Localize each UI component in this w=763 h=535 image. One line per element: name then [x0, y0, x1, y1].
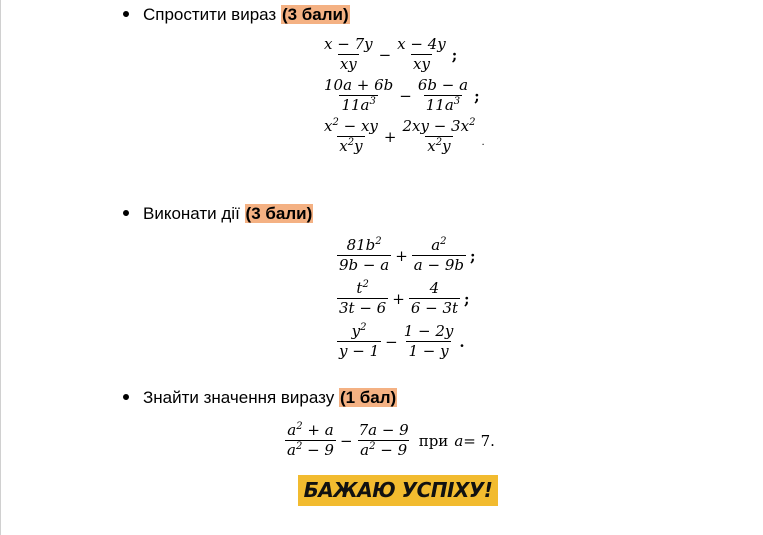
expression-2-2: $\frac{t^2}{3t - 6}$ + $\frac{4}{6 - 3t}$ ;: [339, 279, 470, 317]
expression-2-3: $\frac{y^2}{y - 1}$ − $\frac{1 - 2y}{1 - y}$ .: [339, 322, 465, 360]
bullet-icon: [123, 11, 129, 17]
task-2: [123, 204, 313, 224]
fraction: $\frac{81b^2}{9b - a}$: [339, 236, 390, 274]
task-1-points: (3 бали): [281, 5, 349, 24]
fraction: $\frac{x - 7y}{xy}$: [324, 35, 373, 73]
task-1: [123, 5, 350, 25]
fraction: $\frac{x^2 - xy}{x^2y}$: [324, 117, 378, 155]
fraction: $\frac{t^2}{3t - 6}$: [339, 279, 387, 317]
expression-2-1: $\frac{81b^2}{9b - a}$ + $\frac{a^2}{a - 9b}$ ;: [339, 236, 476, 274]
expression-1-1: $\frac{x - 7y}{xy}$ − $\frac{x - 4y}{xy}$ ;: [324, 35, 458, 73]
condition-variable: a: [454, 431, 464, 450]
fraction: $\frac{2xy - 3x^2}{x^2y}$: [402, 117, 476, 155]
expression-1-2: $\frac{10a + 6b}{11a^3}$ − $\frac{6b - a}{11a^3}$ ;: [324, 76, 480, 114]
fraction: $\frac{6b - a}{11a^3}$: [417, 76, 469, 114]
task-3-points: (1 бал): [339, 388, 397, 407]
fraction: $\frac{a^2}{a - 9b}$: [413, 236, 464, 274]
task-2-points: (3 бали): [245, 204, 313, 223]
task-1-expressions: [320, 36, 485, 155]
condition-word: при: [418, 431, 449, 450]
task-2-text: Виконати дії: [143, 204, 245, 223]
bullet-icon: [123, 210, 129, 216]
fraction: $\frac{x - 4y}{xy}$: [397, 35, 446, 73]
good-luck-banner: БАЖАЮ УСПІХУ!: [298, 475, 498, 506]
fraction: $\frac{4}{6 - 3t}$: [410, 279, 459, 317]
page-left-edge: [0, 0, 1, 535]
condition-value: = 7.: [463, 431, 495, 450]
fraction: $\frac{1 - 2y}{1 - y}$: [403, 322, 454, 360]
task-3: [123, 388, 397, 408]
task-1-text: Спростити вираз: [143, 5, 281, 24]
task-3-expression: [283, 422, 495, 459]
expression-3-1: $\frac{a^2 + a}{a^2 - 9}$ − $\frac{7a - 9}{a^2 - 9}$ при a = 7.: [287, 421, 495, 459]
fraction: $\frac{10a + 6b}{11a^3}$: [324, 76, 394, 114]
task-2-expressions: [335, 237, 476, 360]
fraction: $\frac{a^2 + a}{a^2 - 9}$: [287, 421, 334, 459]
expression-1-3: $\frac{x^2 - xy}{x^2y}$ + $\frac{2xy - 3x^2}{x^2y}$ .: [324, 117, 485, 155]
bullet-icon: [123, 394, 129, 400]
task-3-text: Знайти значення виразу: [143, 388, 339, 407]
fraction: $\frac{y^2}{y - 1}$: [339, 322, 380, 360]
fraction: $\frac{7a - 9}{a^2 - 9}$: [358, 421, 409, 459]
